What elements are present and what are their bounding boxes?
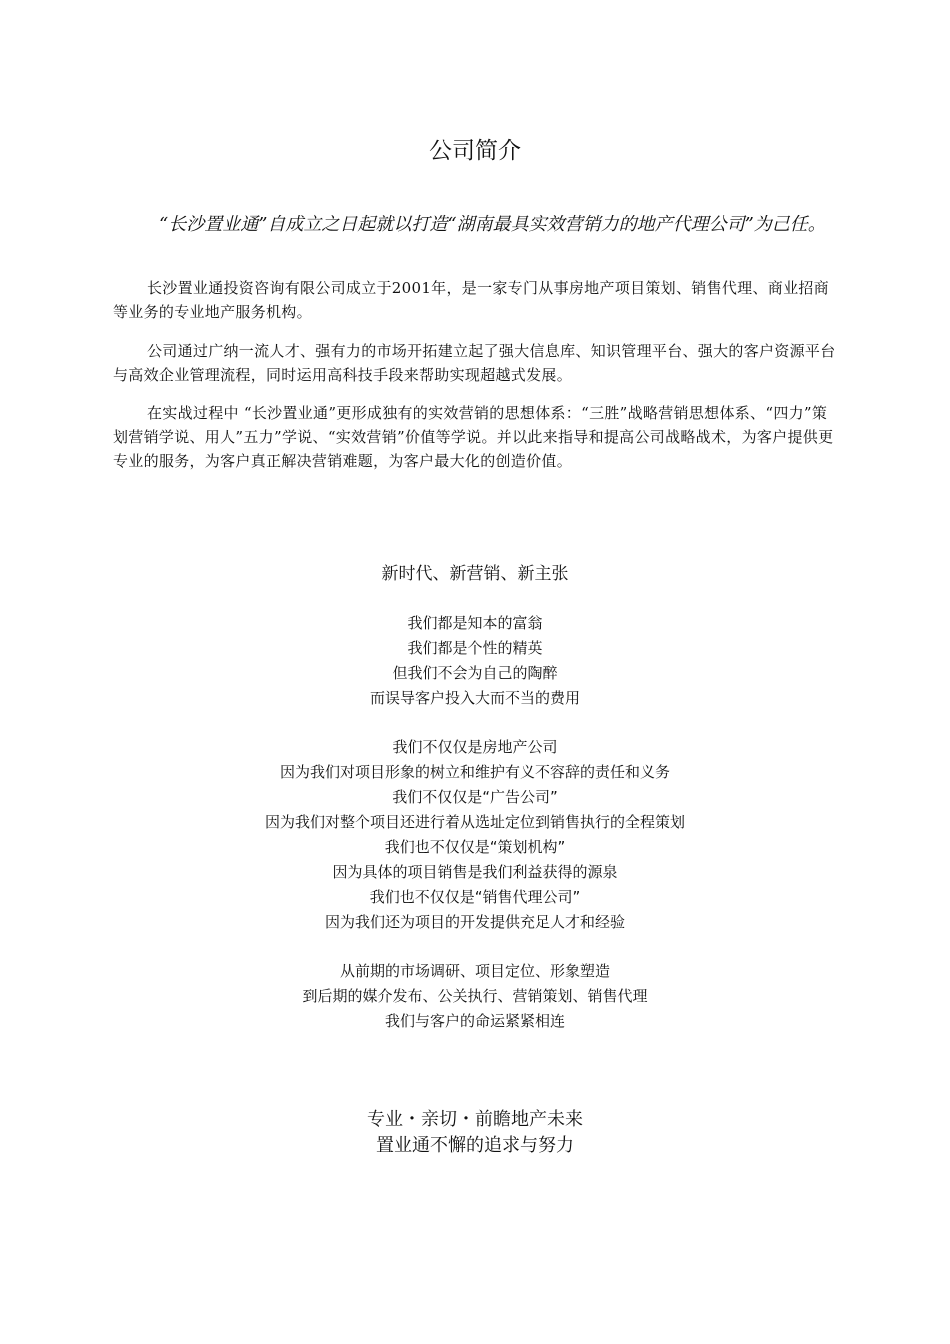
poem-line: 而误导客户投入大而不当的费用 [369, 689, 580, 707]
poem-line: 到后期的媒介发布、公关执行、营销策划、销售代理 [302, 987, 648, 1005]
poem-line: 我们都是知本的富翁 [407, 614, 543, 632]
poem-line: 因为具体的项目销售是我们利益获得的源泉 [332, 863, 618, 881]
closing-line-2: 置业通不懈的追求与努力 [376, 1135, 574, 1156]
poem-line: 因为我们对项目形象的树立和维护有义不容辞的责任和义务 [279, 763, 670, 781]
poem-line: 因为我们对整个项目还进行着从选址定位到销售执行的全程策划 [264, 813, 685, 831]
poem-line: 我们也不仅仅是“销售代理公司” [369, 888, 581, 906]
poem-line: 从前期的市场调研、项目定位、形象塑造 [339, 962, 610, 980]
closing-motto [0, 1107, 950, 1159]
poem-heading: 新时代、新营销、新主张 [381, 564, 569, 584]
intro-paragraph-2: 公司通过广纳一流人才、强有力的市场开拓建立起了强大信息库、知识管理平台、强大的客户资源平台与高效企业管理流程，同时运用高科技手段来帮助实现超越式发展。 [113, 342, 836, 384]
poem-stanza-3 [0, 959, 950, 1034]
poem-stanza-2 [0, 735, 950, 935]
poem-line: 我们也不仅仅是“策划机构” [384, 838, 566, 856]
page-title: 公司简介 [429, 138, 521, 164]
intro-paragraph-3: 在实战过程中 “长沙置业通”更形成独有的实效营销的思想体系：“三胜”战略营销思想体系、“四力”策划营销学说、用人”五力”学说、“实效营销”价值等学说。并以此来指导和提高公司战略战术，为客户提供更专业的服务，为客户真正解决营销难题，为客户最大化的创造价值。 [113, 404, 834, 470]
poem-line: 我们与客户的命运紧紧相连 [384, 1012, 565, 1030]
company-slogan: “长沙置业通”自成立之日起就以打造“湖南最具实效营销力的地产代理公司”为己任。 [159, 214, 826, 235]
poem-line: 我们不仅仅是房地产公司 [392, 738, 558, 756]
poem-stanza-1 [0, 611, 950, 711]
poem-line: 因为我们还为项目的开发提供充足人才和经验 [324, 913, 625, 931]
poem-line: 我们都是个性的精英 [407, 639, 543, 657]
poem-line: 我们不仅仅是“广告公司” [392, 788, 558, 806]
intro-paragraph-1: 长沙置业通投资咨询有限公司成立于2001年，是一家专门从事房地产项目策划、销售代理、商业招商等业务的专业地产服务机构。 [113, 279, 829, 321]
poem-line: 但我们不会为自己的陶醉 [392, 664, 558, 682]
closing-line-1: 专业・亲切・前瞻地产未来 [367, 1109, 583, 1130]
